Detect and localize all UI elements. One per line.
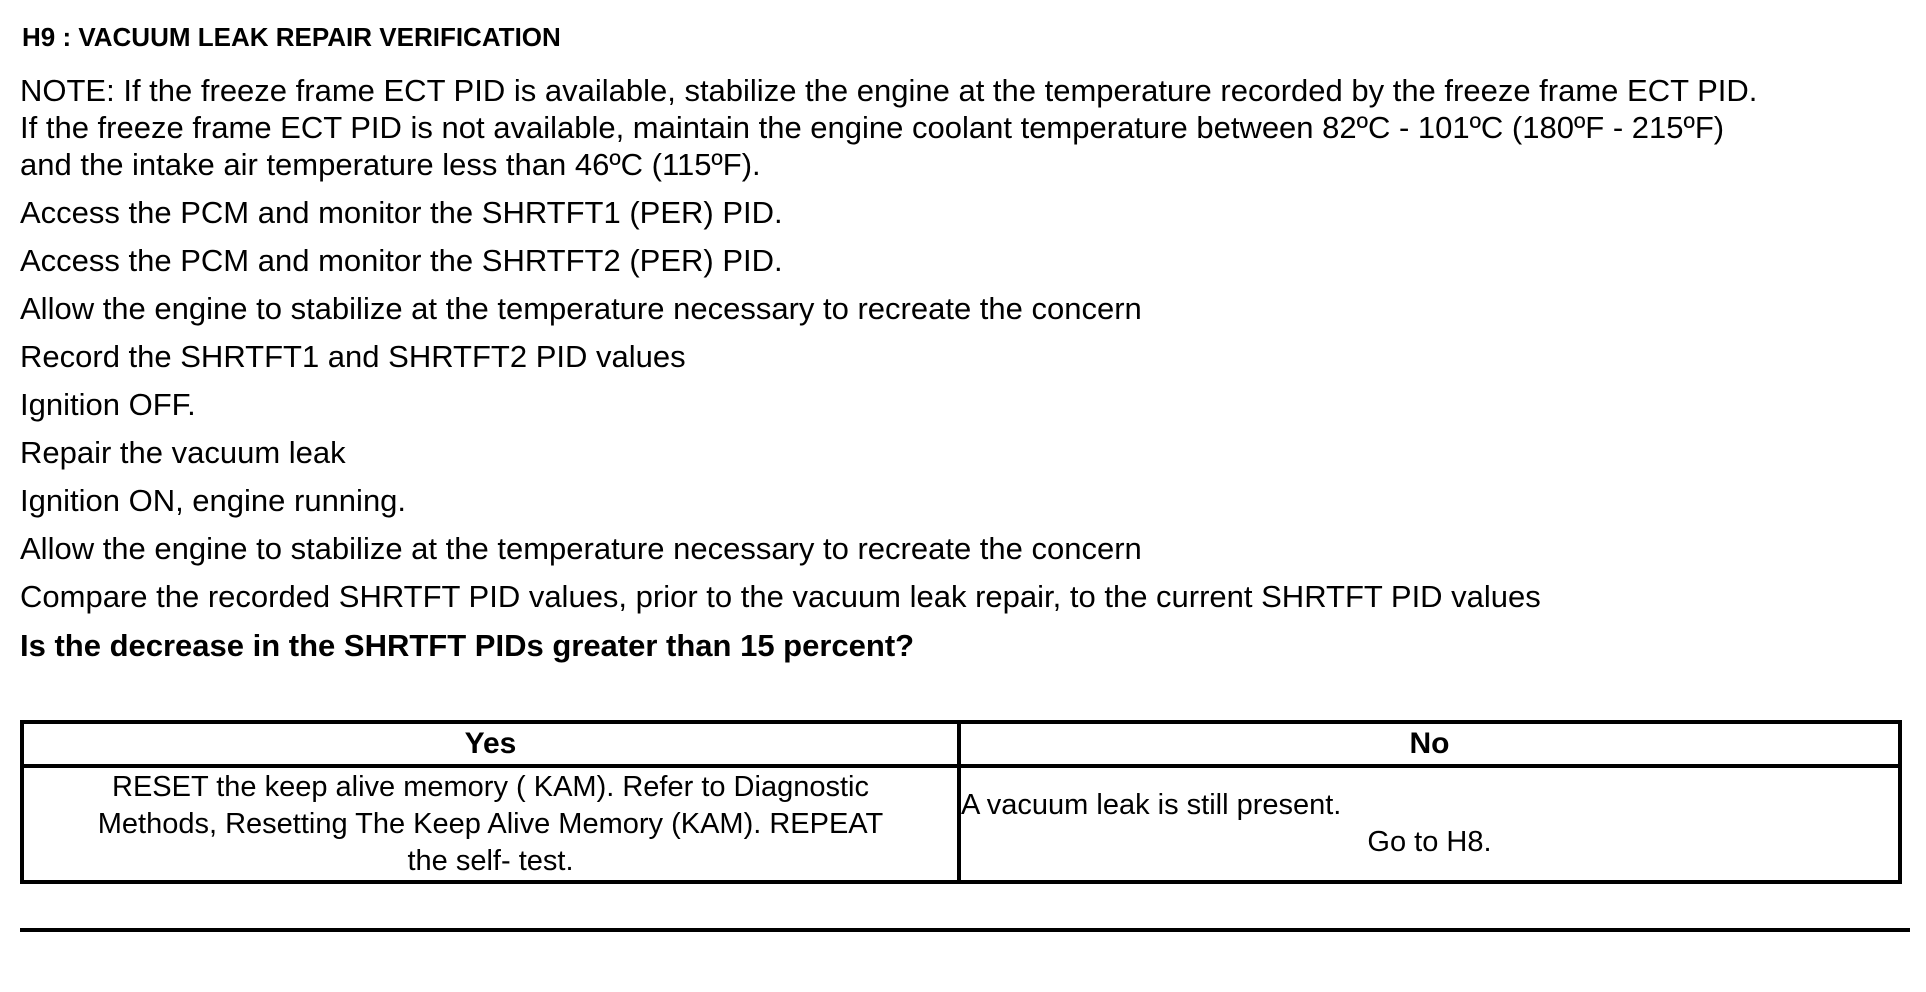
note-line: If the freeze frame ECT PID is not available, maintain the engine coolant temperature between 82ºC - 101ºC (180ºF - 215ºF): [20, 110, 1725, 145]
yes-action-line: Methods, Resetting The Keep Alive Memory (KAM). REPEAT: [97, 807, 884, 840]
section-divider: [20, 928, 1910, 932]
procedure-step: Repair the vacuum leak: [20, 435, 346, 470]
table-row: [22, 766, 1900, 882]
procedure-step: Access the PCM and monitor the SHRTFT1 (PER) PID.: [20, 195, 783, 230]
procedure-step: Ignition OFF.: [20, 387, 196, 422]
note-paragraph: [20, 72, 1910, 183]
yes-action-cell: [22, 766, 959, 882]
procedure-step: Ignition ON, engine running.: [20, 483, 407, 518]
procedure-step: Record the SHRTFT1 and SHRTFT2 PID values: [20, 339, 686, 374]
procedure-step: Allow the engine to stabilize at the temperature necessary to recreate the concern: [20, 291, 1142, 326]
decision-table: [20, 720, 1902, 884]
procedure-step: Access the PCM and monitor the SHRTFT2 (PER) PID.: [20, 243, 783, 278]
yes-action-line: the self- test.: [407, 844, 574, 877]
note-line: NOTE: If the freeze frame ECT PID is available, stabilize the engine at the temperature recorded by the freeze frame ECT PID.: [20, 73, 1758, 108]
step-title: H9 : VACUUM LEAK REPAIR VERIFICATION: [22, 22, 561, 52]
procedure-step: Compare the recorded SHRTFT PID values, prior to the vacuum leak repair, to the current SHRTFT PID values: [20, 579, 1541, 614]
procedure-steps: [20, 189, 1900, 621]
go-to-step-link[interactable]: Go to H8.: [1367, 826, 1492, 858]
note-line: and the intake air temperature less than 46ºC (115ºF).: [20, 147, 761, 182]
no-action-cell: [959, 766, 1900, 882]
decision-question: Is the decrease in the SHRTFT PIDs greater than 15 percent?: [20, 628, 915, 663]
no-action-text: A vacuum leak is still present.: [960, 789, 1342, 821]
procedure-step: Allow the engine to stabilize at the temperature necessary to recreate the concern: [20, 531, 1142, 566]
yes-action-line: RESET the keep alive memory ( KAM). Refer to Diagnostic: [112, 770, 869, 803]
yes-header: Yes: [22, 722, 959, 766]
table-header-row: [22, 722, 1900, 766]
no-header: No: [959, 722, 1900, 766]
